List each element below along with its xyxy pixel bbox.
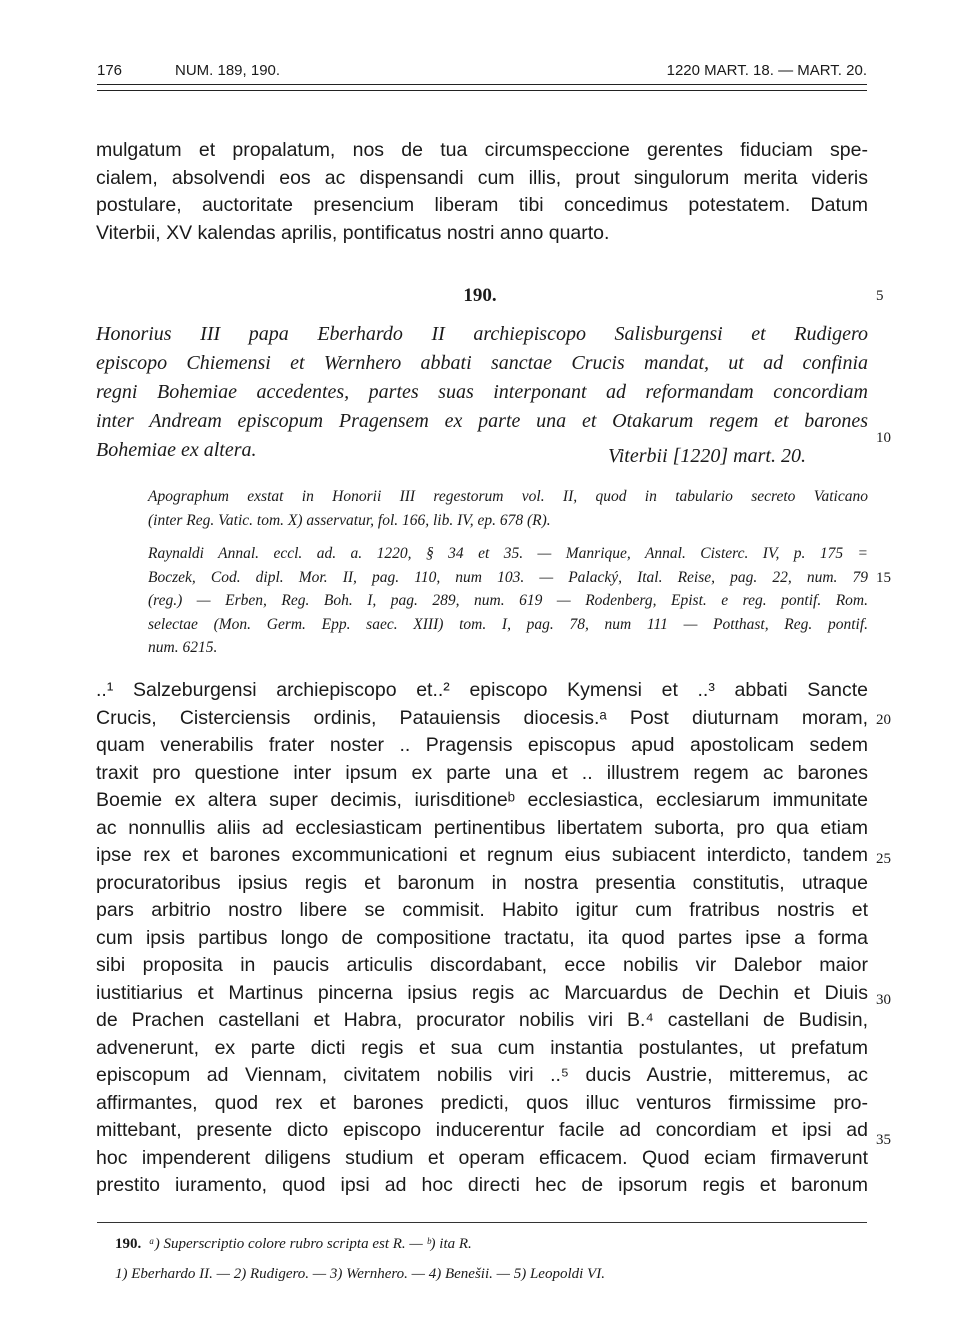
text-line: Boemie ex altera super decimis, iurisditioneᵇ ecclesiastica, ecclesiarum immunitate xyxy=(96,789,868,811)
regest-line: episcopo Chiemensi et Wernhero abbati sanctae Crucis mandat, ut ad confinia xyxy=(96,352,868,374)
text-line: de Prachen castellani et Habra, procurator nobilis viri B.⁴ castellani de Budisin, xyxy=(96,1009,868,1031)
document-number: 190. xyxy=(463,285,497,306)
text-line: quam venerabilis frater noster .. Pragensis episcopus apud apostolicam sedem xyxy=(96,734,868,756)
line-number: 10 xyxy=(876,430,891,446)
text-line: ac nonnullis aliis ad ecclesiasticam pertinentibus libertatem suborta, pro qua etiam xyxy=(96,816,868,839)
page-number: 176 xyxy=(97,62,123,79)
text-line: mulgatum et propalatum, nos de tua circumspeccione gerentes fiduciam spe- xyxy=(96,139,868,161)
main-text xyxy=(96,677,868,1200)
footnote-rule xyxy=(97,1222,867,1223)
footnote-variants-text: ᵃ) Superscriptio colore rubro scripta est R. — ᵇ) ita R. xyxy=(148,1236,472,1252)
footnote-variants xyxy=(115,1236,472,1253)
apograph-line: Apographum exstat in Honorii III regestorum vol. II, quod in tabulario secreto Vaticano xyxy=(148,488,868,505)
continuation-text xyxy=(96,137,868,247)
editions-line: (reg.) — Erben, Reg. Boh. I, pag. 289, num. 619 — Rodenberg, Epist. e reg. pontif. Rom. xyxy=(148,592,868,609)
text-line: hoc impenderent diligens studium et operam efficacem. Quod eciam firmaverunt xyxy=(96,1146,868,1169)
line-number: 5 xyxy=(876,288,884,304)
text-line: episcopum ad Viennam, civitatem nobilis viri ..⁵ ducis Austrie, mitteremus, ac xyxy=(96,1064,868,1086)
editions-line: num. 6215. xyxy=(148,639,218,656)
line-number: 25 xyxy=(876,851,891,867)
header-rule-secondary xyxy=(97,90,867,91)
text-line: sibi proposita in paucis articulis discordabant, ecce nobilis vir Dalebor maior xyxy=(96,954,868,976)
apograph-line: (inter Reg. Vatic. tom. X) asservatur, fol. 166, lib. IV, ep. 678 (R). xyxy=(148,511,551,529)
header-numbers: NUM. 189, 190. xyxy=(175,62,281,79)
text-line: cum ipsis partibus longo de compositione tractatu, ita quod partes ipse a forma xyxy=(96,926,868,949)
regest-date: Viterbii [1220] mart. 20. xyxy=(608,445,806,467)
text-line: postulare, auctoritate presencium liberam tibi concedimus potestatem. Datum xyxy=(96,194,868,216)
text-line: prestito iuramento, quod ipsi ad hoc directi hec de ipsorum regis et baronum xyxy=(96,1174,868,1196)
text-line: procuratoribus ipsius regis et baronum in nostra presentia constitutis, utraque xyxy=(96,871,868,894)
regest-last-text: Bohemiae ex altera. xyxy=(96,439,257,461)
text-line: iustitiarius et Martinus pincerna ipsius regis ac Marcuardus de Dechin et Diuis xyxy=(96,981,868,1004)
header-rule xyxy=(97,84,867,85)
text-line: mittebant, presente dicto episcopo inducerentur facile ad concordiam et ipsi ad xyxy=(96,1119,868,1141)
editions-line: Boczek, Cod. dipl. Mor. II, pag. 110, num 103. — Palacký, Ital. Reise, pag. 22, num. 79 xyxy=(148,568,868,586)
text-line: pars arbitrio nostro libere se commisit. Habito igitur cum fratribus nostris et xyxy=(96,899,868,921)
text-line: Viterbii, XV kalendas aprilis, pontificatus nostri anno quarto. xyxy=(96,221,610,244)
text-line: Crucis, Cisterciensis ordinis, Patauiensis diocesis.ᵃ Post diuturnam moram, xyxy=(96,706,868,729)
editions-note xyxy=(148,542,868,660)
line-number: 35 xyxy=(876,1132,891,1148)
regest-line: inter Andream episcopum Pragensem ex parte una et Otakarum regem et barones xyxy=(96,410,868,432)
text-line: traxit pro questione inter ipsum ex parte una et .. illustrem regem ac barones xyxy=(96,761,868,784)
footnote-doc-label: 190. xyxy=(115,1236,142,1252)
running-header xyxy=(97,58,867,82)
text-line: advenerunt, ex parte dicti regis et sua cum instantia postulantes, ut prefatum xyxy=(96,1036,868,1059)
line-number: 30 xyxy=(876,992,891,1008)
line-number: 20 xyxy=(876,712,891,728)
editions-line: Raynaldi Annal. eccl. ad. a. 1220, § 34 et 35. — Manrique, Annal. Cisterc. IV, p. 175 = xyxy=(148,545,868,562)
regest xyxy=(96,320,868,465)
regest-line: regni Bohemiae accedentes, partes suas interponant ad reformandam concordiam xyxy=(96,381,868,403)
editions-line: selectae (Mon. Germ. Epp. saec. XIII) tom. I, pag. 78, num 111 — Potthast, Reg. pontif. xyxy=(148,615,868,633)
text-line: ipse rex et barones excommunicationi et regnum eius subiacent interdicto, tandem xyxy=(96,844,868,866)
line-number: 15 xyxy=(876,570,891,586)
footnote-names-text: 1) Eberhardo II. — 2) Rudigero. — 3) Wernhero. — 4) Benešii. — 5) Leopoldi VI. xyxy=(115,1266,605,1282)
footnote-names xyxy=(115,1266,605,1283)
header-dates: 1220 MART. 18. — MART. 20. xyxy=(666,62,867,79)
regest-line xyxy=(96,436,868,465)
text-line: ..¹ Salzeburgensi archiepiscopo et..² episcopo Kymensi et ..³ abbati Sancte xyxy=(96,679,868,701)
text-line: cialem, absolvendi eos ac dispensandi cum illis, prout singulorum merita videris xyxy=(96,166,868,189)
text-line: affirmantes, quod rex et barones predicti, quos illuc venturos firmissime pro- xyxy=(96,1091,868,1114)
regest-line: Honorius III papa Eberhardo II archiepiscopo Salisburgensi et Rudigero xyxy=(96,323,868,345)
apograph-note xyxy=(148,485,868,532)
